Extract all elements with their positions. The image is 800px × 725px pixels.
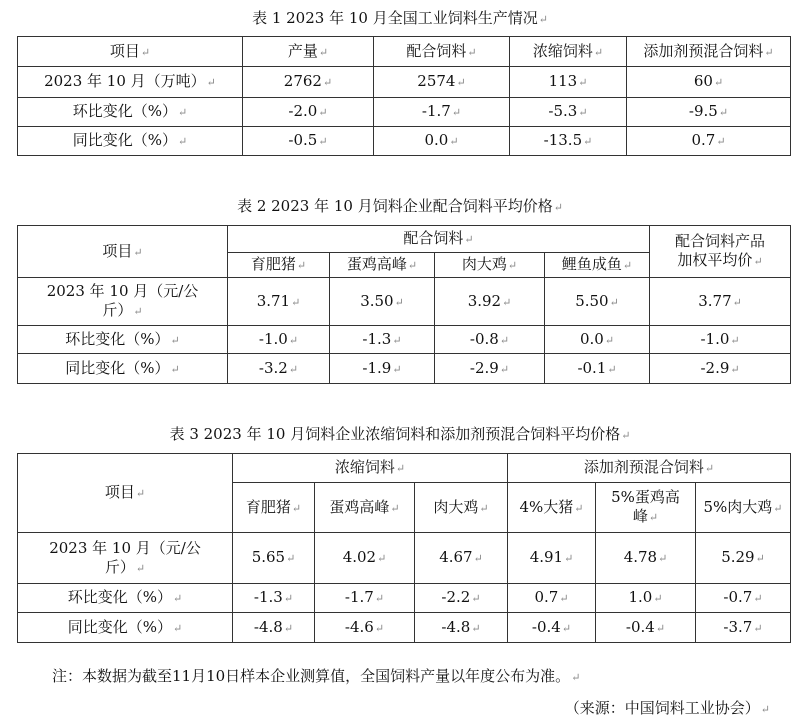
value-cell: -4.6↵ <box>315 613 415 643</box>
value-cell: 4.91↵ <box>508 533 596 584</box>
value-cell: 0.0↵ <box>545 326 650 354</box>
value-cell: 5.65↵ <box>233 533 315 584</box>
table-row <box>18 278 791 326</box>
subheader-cell: 蛋鸡高峰↵ <box>330 253 435 278</box>
row-label: 2023 年 10 月（元/公 斤）↵ <box>18 278 228 326</box>
row-label: 同比变化（%）↵ <box>18 354 228 384</box>
value-cell: -2.0↵ <box>243 98 374 127</box>
table-row <box>18 354 791 384</box>
row-label: 环比变化（%）↵ <box>18 98 243 127</box>
subheader-cell: 5%肉大鸡↵ <box>696 483 791 533</box>
value-cell: -1.3↵ <box>233 584 315 613</box>
value-cell: -2.9↵ <box>650 354 791 384</box>
value-cell: -5.3↵ <box>510 98 627 127</box>
table-row <box>18 326 791 354</box>
value-cell: -1.3↵ <box>330 326 435 354</box>
value-cell: 4.78↵ <box>596 533 696 584</box>
subheader-cell: 育肥猪↵ <box>233 483 315 533</box>
value-cell: 4.67↵ <box>415 533 508 584</box>
table-row <box>18 533 791 584</box>
item-header: 项目↵ <box>18 226 228 278</box>
subheader-cell: 鲤鱼成鱼↵ <box>545 253 650 278</box>
value-cell: -2.2↵ <box>415 584 508 613</box>
footnote: 注：本数据为截至11月10日样本企业测算值，全国饲料产量以年度公布为准。↵ <box>52 667 581 685</box>
group-header: 浓缩饲料↵ <box>233 454 508 483</box>
value-cell: 2762↵ <box>243 67 374 98</box>
value-cell: -0.4↵ <box>508 613 596 643</box>
value-cell: 60↵ <box>627 67 791 98</box>
group-header: 添加剂预混合饲料↵ <box>508 454 791 483</box>
value-cell: 3.77↵ <box>650 278 791 326</box>
table-row <box>18 584 791 613</box>
value-cell: 2574↵ <box>374 67 510 98</box>
weighted-price-header: 配合饲料产品 加权平均价↵ <box>650 226 791 278</box>
value-cell: -13.5↵ <box>510 127 627 156</box>
subheader-cell: 蛋鸡高峰↵ <box>315 483 415 533</box>
table2-caption: 表 2 2023 年 10 月饲料企业配合饲料平均价格↵ <box>237 197 563 215</box>
value-cell: 0.0↵ <box>374 127 510 156</box>
header-cell: 产量↵ <box>243 37 374 67</box>
row-label: 环比变化（%）↵ <box>18 326 228 354</box>
value-cell: 5.50↵ <box>545 278 650 326</box>
header-cell: 项目↵ <box>18 37 243 67</box>
row-label: 同比变化（%）↵ <box>18 127 243 156</box>
subheader-cell: 5%蛋鸡高 峰↵ <box>596 483 696 533</box>
value-cell: 113↵ <box>510 67 627 98</box>
value-cell: -0.1↵ <box>545 354 650 384</box>
subheader-cell: 肉大鸡↵ <box>435 253 545 278</box>
header-cell: 浓缩饲料↵ <box>510 37 627 67</box>
header-cell: 配合饲料↵ <box>374 37 510 67</box>
value-cell: 0.7↵ <box>508 584 596 613</box>
source-note: （来源：中国饲料工业协会）↵ <box>564 699 770 717</box>
value-cell: -4.8↵ <box>415 613 508 643</box>
table2 <box>17 225 791 384</box>
table-row <box>18 98 791 127</box>
value-cell: -9.5↵ <box>627 98 791 127</box>
value-cell: 1.0↵ <box>596 584 696 613</box>
value-cell: 0.7↵ <box>627 127 791 156</box>
table3 <box>17 453 791 643</box>
value-cell: -3.2↵ <box>228 354 330 384</box>
value-cell: -0.7↵ <box>696 584 791 613</box>
row-label: 2023 年 10 月（元/公 斤）↵ <box>18 533 233 584</box>
value-cell: -0.8↵ <box>435 326 545 354</box>
value-cell: -2.9↵ <box>435 354 545 384</box>
subheader-cell: 育肥猪↵ <box>228 253 330 278</box>
item-header: 项目↵ <box>18 454 233 533</box>
value-cell: -1.9↵ <box>330 354 435 384</box>
table-header-row <box>18 226 791 253</box>
value-cell: -1.7↵ <box>315 584 415 613</box>
table1 <box>17 36 791 156</box>
row-label: 2023 年 10 月（万吨）↵ <box>18 67 243 98</box>
value-cell: 4.02↵ <box>315 533 415 584</box>
table-row <box>18 127 791 156</box>
table-header-row <box>18 37 791 67</box>
value-cell: 3.92↵ <box>435 278 545 326</box>
header-cell: 添加剂预混合饲料↵ <box>627 37 791 67</box>
table-header-row <box>18 454 791 483</box>
subheader-cell: 肉大鸡↵ <box>415 483 508 533</box>
value-cell: 5.29↵ <box>696 533 791 584</box>
row-label: 同比变化（%）↵ <box>18 613 233 643</box>
value-cell: -0.4↵ <box>596 613 696 643</box>
value-cell: 3.71↵ <box>228 278 330 326</box>
value-cell: -1.0↵ <box>228 326 330 354</box>
row-label: 环比变化（%）↵ <box>18 584 233 613</box>
table1-caption: 表 1 2023 年 10 月全国工业饲料生产情况↵ <box>252 9 548 27</box>
value-cell: -1.0↵ <box>650 326 791 354</box>
subheader-cell: 4%大猪↵ <box>508 483 596 533</box>
value-cell: -0.5↵ <box>243 127 374 156</box>
table-row <box>18 67 791 98</box>
value-cell: -4.8↵ <box>233 613 315 643</box>
value-cell: -1.7↵ <box>374 98 510 127</box>
value-cell: -3.7↵ <box>696 613 791 643</box>
table-row <box>18 613 791 643</box>
group-header: 配合饲料↵ <box>228 226 650 253</box>
table3-caption: 表 3 2023 年 10 月饲料企业浓缩饲料和添加剂预混合饲料平均价格↵ <box>169 425 631 443</box>
value-cell: 3.50↵ <box>330 278 435 326</box>
